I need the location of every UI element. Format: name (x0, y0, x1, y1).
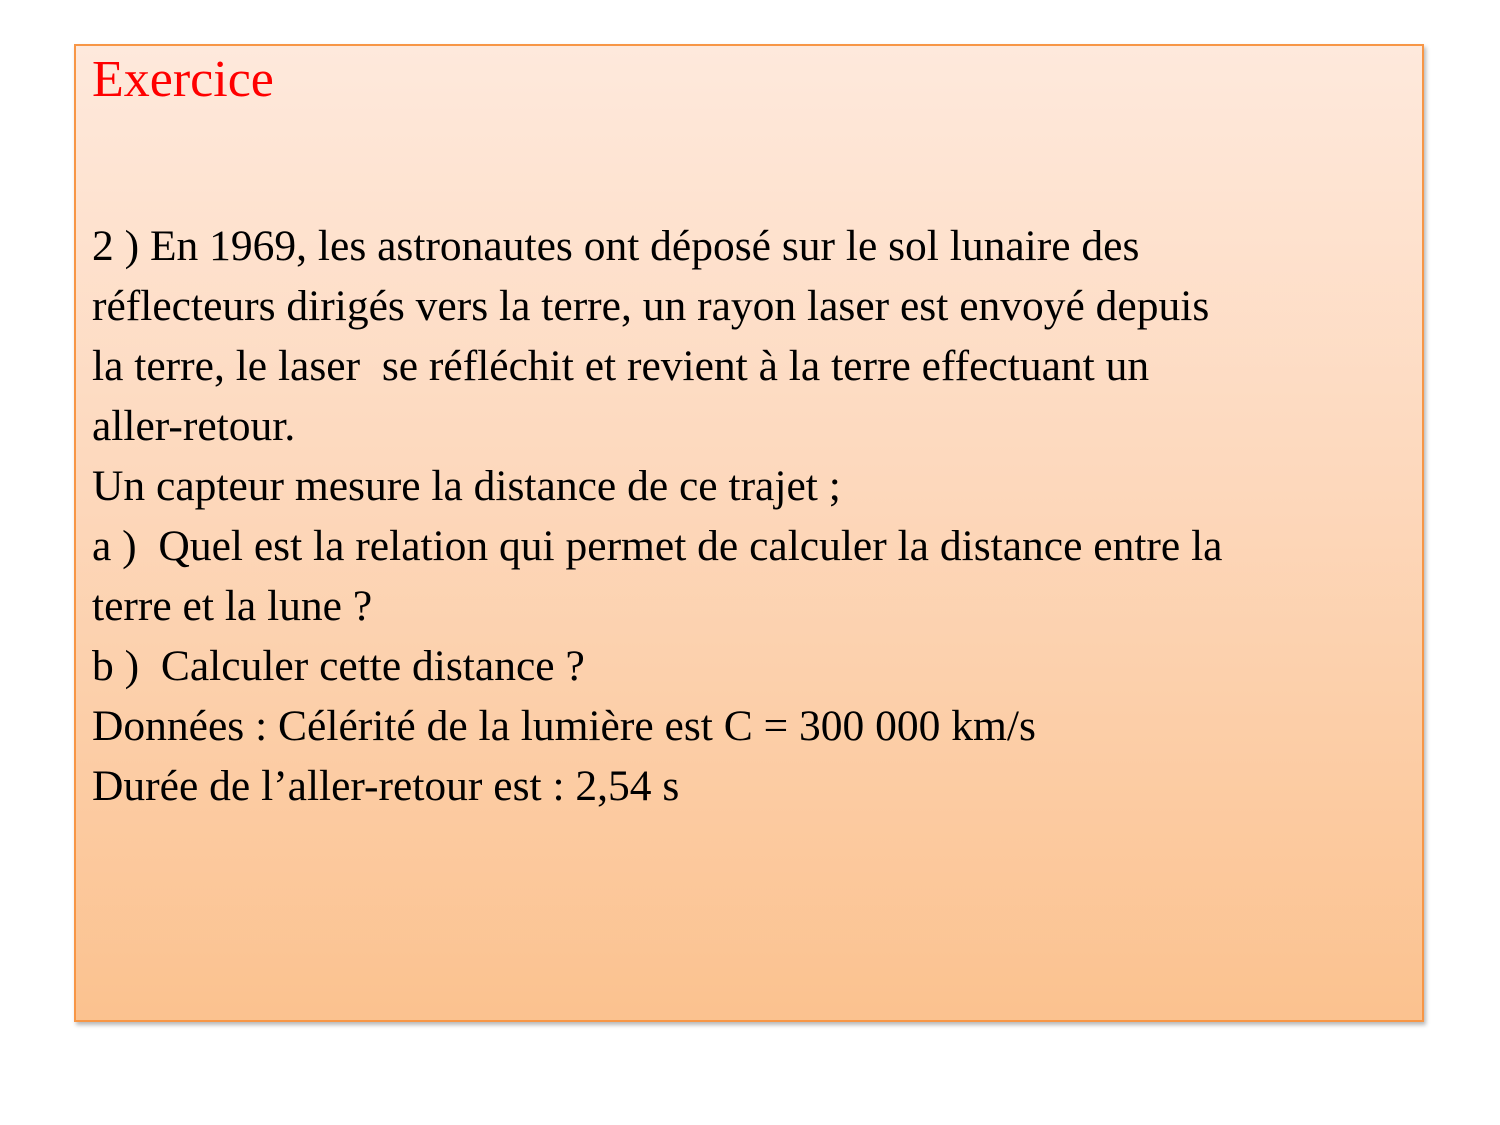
question-b-line: b ) Calculer cette distance ? (92, 642, 585, 690)
data-duration-line: Durée de l’aller-retour est : 2,54 s (92, 762, 680, 810)
sensor-line: Un capteur mesure la distance de ce trajet ; (92, 462, 841, 510)
exercise-text-box (74, 44, 1424, 1022)
question-a-line: terre et la lune ? (92, 582, 373, 630)
data-speed-line: Données : Célérité de la lumière est C = 300 000 km/s (92, 702, 1036, 750)
statement-line: la terre, le laser se réfléchit et revient à la terre effectuant un (92, 342, 1150, 390)
statement-line: réflecteurs dirigés vers la terre, un rayon laser est envoyé depuis (92, 282, 1210, 330)
exercise-body (92, 216, 1412, 816)
statement-line: aller-retour. (92, 402, 296, 450)
exercise-title: Exercice (92, 51, 274, 108)
question-a-line: a ) Quel est la relation qui permet de calculer la distance entre la (92, 522, 1223, 570)
statement-line: 2 ) En 1969, les astronautes ont déposé sur le sol lunaire des (92, 222, 1140, 270)
